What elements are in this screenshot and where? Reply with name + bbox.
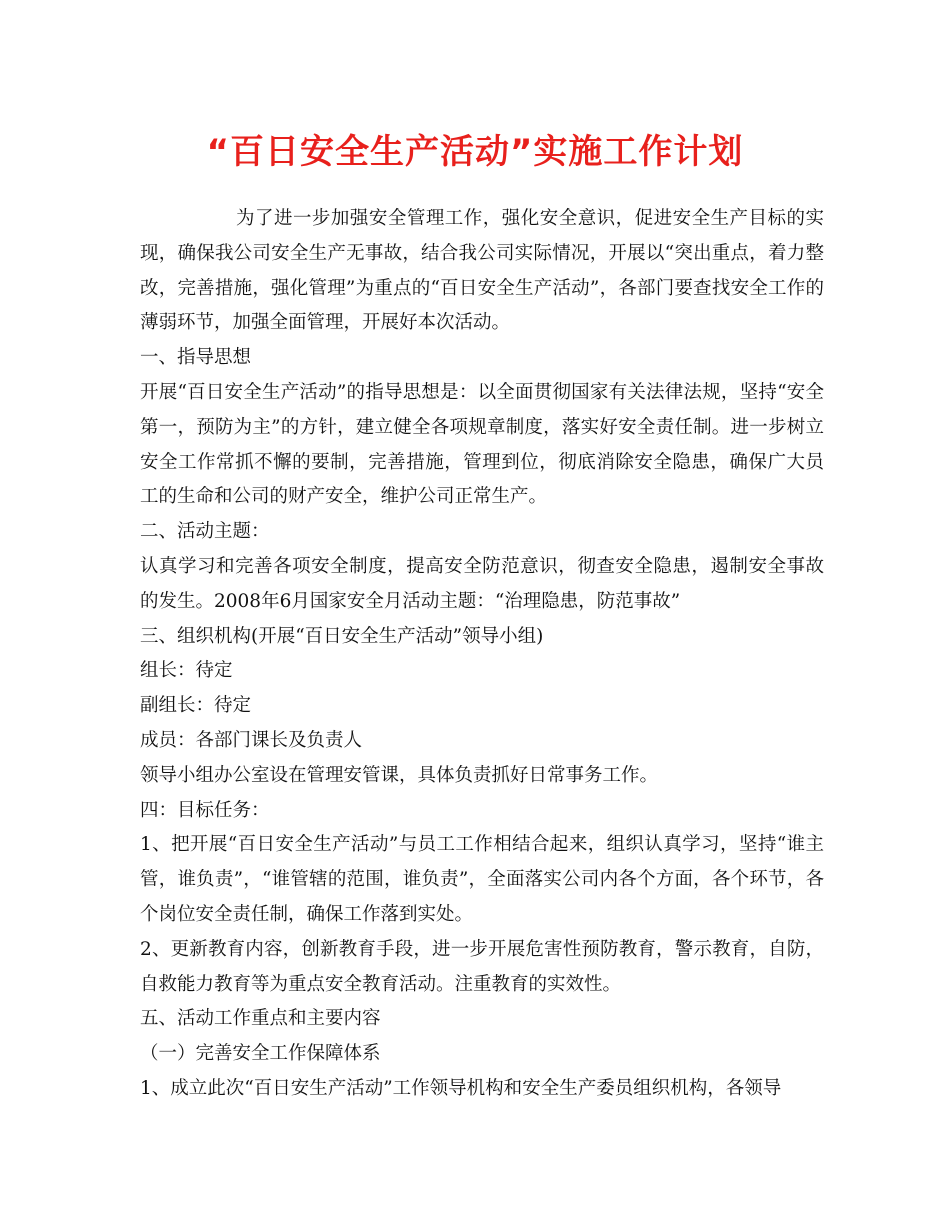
office-line: 领导小组办公室设在管理安管课，具体负责抓好日常事务工作。 — [140, 764, 659, 786]
intro-paragraph: 为了进一步加强安全管理工作，强化安全意识，促进安全生产目标的实现，确保我公司安全生产无事故，结合我公司实际情况，开展以“突出重点，着力整改，完善措施，强化管理”为重点的“百日安全生产活动”，各部门要查找安全工作的薄弱环节，加强全面管理，开展好本次活动。 — [140, 208, 824, 334]
team-leader-line: 组长：待定 — [140, 660, 233, 682]
section-heading-goals: 四：目标任务： — [140, 799, 270, 821]
section-heading-guiding-ideology: 一、指导思想 — [140, 347, 252, 369]
members-line: 成员：各部门课长及负责人 — [140, 729, 363, 751]
document-title: “百日安全生产活动”实施工作计划 — [206, 132, 744, 172]
goal-item-2: 2、更新教育内容，创新教育手段，进一步开展危害性预防教育，警示教育，自防，自救能力教育等为重点安全教育活动。注重教育的实效性。 — [140, 938, 824, 995]
activity-theme-paragraph: 认真学习和完善各项安全制度，提高安全防范意识，彻查安全隐患，遏制安全事故的发生。2008年6月国家安全月活动主题：“治理隐患，防范事故” — [140, 555, 824, 612]
content-item-1: 1、成立此次“百日安生产活动”工作领导机构和安全生产委员组织机构，各领导 — [140, 1077, 782, 1099]
guiding-ideology-paragraph: 开展“百日安全生产活动”的指导思想是：以全面贯彻国家有关法律法规，坚持“安全第一，预防为主”的方针，建立健全各项规章制度，落实好安全责任制。进一步树立安全工作常抓不懈的要制，完善措施，管理到位，彻底消除安全隐患，确保广大员工的生命和公司的财产安全，维护公司正常生产。 — [140, 381, 824, 508]
document-body — [140, 202, 824, 1107]
goal-item-1: 1、把开展“百日安全生产活动”与员工工作相结合起来，组织认真学习，坚持“谁主管，谁负责”，“谁管辖的范围，谁负责”，全面落实公司内各个方面，各个环节，各个岗位安全责任制，确保工作落到实处。 — [140, 834, 824, 925]
deputy-leader-line: 副组长：待定 — [140, 695, 252, 717]
section-heading-organization: 三、组织机构(开展“百日安全生产活动”领导小组) — [140, 625, 544, 647]
section-heading-key-content: 五、活动工作重点和主要内容 — [140, 1008, 381, 1030]
section-heading-activity-theme: 二、活动主题： — [140, 521, 270, 543]
subsection-heading-safety-system: （一）完善安全工作保障体系 — [140, 1043, 381, 1065]
